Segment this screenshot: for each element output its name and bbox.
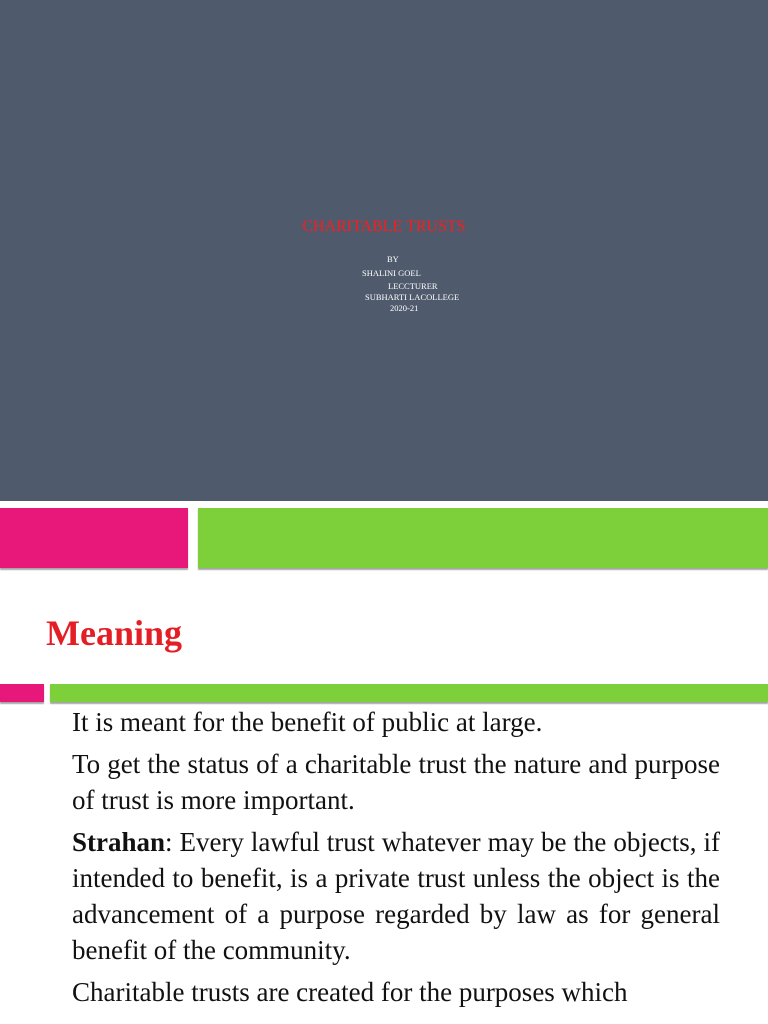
paragraph-4: Charitable trusts are created for the purposes which xyxy=(72,977,628,1007)
slide-title: CHARITABLE TRUSTS xyxy=(302,218,466,235)
author-role-line: LECCTURER xyxy=(388,281,438,291)
slide-content xyxy=(72,704,720,1016)
strahan-definition: Every lawful trust whatever may be the objects, if intended to benefit, is a private trust unless the object is the advancement of a purpose regarded by law as for general benefit of the community. xyxy=(72,827,720,965)
paragraph-3 xyxy=(72,824,720,968)
pink-accent-bar xyxy=(0,508,188,568)
green-divider-bar xyxy=(50,684,768,702)
academic-year-line: 2020-21 xyxy=(390,303,419,313)
strahan-label: Strahan xyxy=(72,827,166,857)
slide-heading: Meaning xyxy=(46,613,183,653)
paragraph-2: To get the status of a charitable trust the nature and purpose of trust is more important. xyxy=(72,749,720,815)
pink-divider-bar xyxy=(0,684,44,702)
green-accent-bar xyxy=(198,508,768,568)
author-name-line: SHALINI GOEL xyxy=(362,268,421,278)
slide-divider xyxy=(0,501,768,508)
strahan-colon: : xyxy=(165,827,180,857)
paragraph-1: It is meant for the benefit of public at large. xyxy=(72,707,543,737)
author-by-line: BY xyxy=(387,254,399,264)
title-slide xyxy=(0,0,768,501)
author-college-line: SUBHARTI LACOLLEGE xyxy=(365,292,460,302)
